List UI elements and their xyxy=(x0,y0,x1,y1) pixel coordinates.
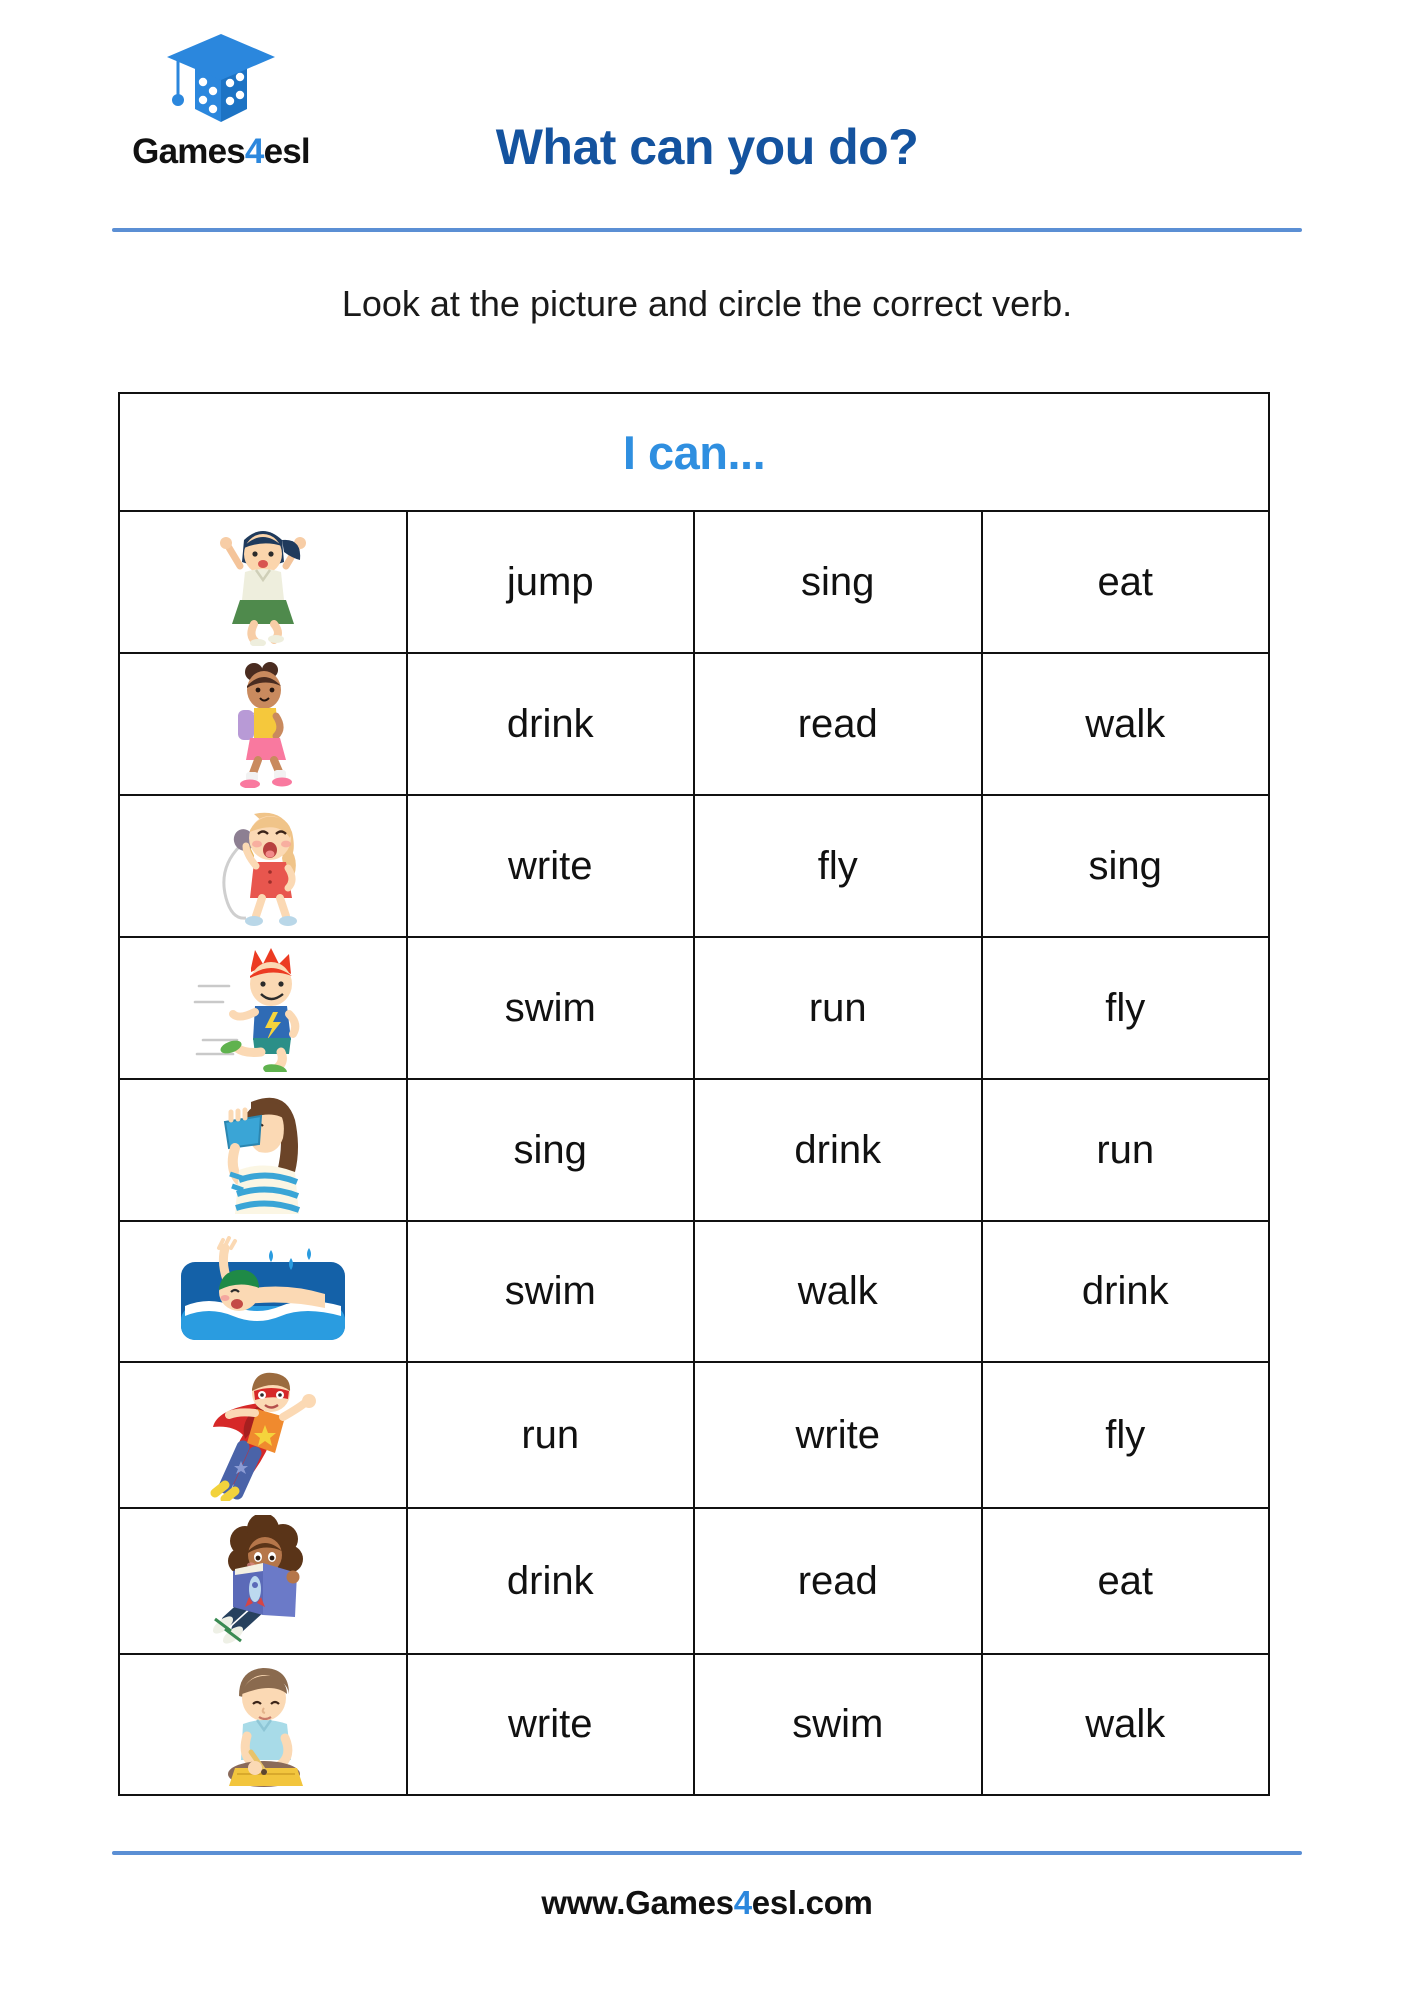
table-row xyxy=(119,795,1269,937)
choice-option[interactable]: swim xyxy=(694,1654,982,1795)
choice-option[interactable]: walk xyxy=(982,1654,1270,1795)
choice-option[interactable]: write xyxy=(407,795,695,937)
choice-option[interactable]: drink xyxy=(982,1221,1270,1362)
choice-option[interactable]: swim xyxy=(407,937,695,1079)
choice-option[interactable]: fly xyxy=(982,937,1270,1079)
choice-option[interactable]: write xyxy=(407,1654,695,1795)
footer-website-url xyxy=(0,1884,1414,1922)
girl-reading-book-illustration xyxy=(119,1508,407,1654)
footer-divider xyxy=(112,1851,1302,1855)
brand-name-part2: esl xyxy=(263,132,310,171)
choice-option[interactable]: sing xyxy=(982,795,1270,937)
footer-url-four: 4 xyxy=(733,1884,752,1921)
choice-option[interactable]: run xyxy=(982,1079,1270,1221)
table-row xyxy=(119,511,1269,653)
table-row xyxy=(119,653,1269,795)
choice-option[interactable]: eat xyxy=(982,511,1270,653)
choice-option[interactable]: read xyxy=(694,653,982,795)
table-header-label: I can... xyxy=(119,393,1269,511)
choice-option[interactable]: run xyxy=(407,1362,695,1508)
choice-option[interactable]: run xyxy=(694,937,982,1079)
table-row xyxy=(119,1508,1269,1654)
choice-option[interactable]: sing xyxy=(407,1079,695,1221)
boy-writing-illustration xyxy=(119,1654,407,1795)
header-divider xyxy=(112,228,1302,232)
choice-option[interactable]: read xyxy=(694,1508,982,1654)
choice-option[interactable]: walk xyxy=(982,653,1270,795)
choice-option[interactable]: swim xyxy=(407,1221,695,1362)
choice-option[interactable]: drink xyxy=(407,653,695,795)
girl-walking-backpack-illustration xyxy=(119,653,407,795)
table-row xyxy=(119,937,1269,1079)
page-title: What can you do? xyxy=(495,119,919,175)
brand-name-four: 4 xyxy=(244,132,264,171)
table-row xyxy=(119,1079,1269,1221)
choice-option[interactable]: drink xyxy=(694,1079,982,1221)
choice-option[interactable]: sing xyxy=(694,511,982,653)
boy-running-illustration xyxy=(119,937,407,1079)
footer-url-part1: www.Games xyxy=(541,1884,734,1921)
choice-option[interactable]: eat xyxy=(982,1508,1270,1654)
table-row xyxy=(119,1221,1269,1362)
choice-option[interactable]: fly xyxy=(982,1362,1270,1508)
superhero-boy-flying-illustration xyxy=(119,1362,407,1508)
girl-singing-microphone-illustration xyxy=(119,795,407,937)
table-row xyxy=(119,1362,1269,1508)
verb-choice-table xyxy=(118,392,1270,1796)
table-header-row xyxy=(119,393,1269,511)
girl-drinking-cup-illustration xyxy=(119,1079,407,1221)
instruction-text: Look at the picture and circle the correct verb. xyxy=(341,283,1073,324)
choice-option[interactable]: jump xyxy=(407,511,695,653)
boy-swimming-illustration xyxy=(119,1221,407,1362)
choice-option[interactable]: write xyxy=(694,1362,982,1508)
choice-option[interactable]: drink xyxy=(407,1508,695,1654)
graduation-cap-dice-icon xyxy=(162,30,280,132)
table-row xyxy=(119,1654,1269,1795)
footer-url-part2: esl.com xyxy=(751,1884,873,1921)
girl-jumping-illustration xyxy=(119,511,407,653)
choice-option[interactable]: fly xyxy=(694,795,982,937)
page-header xyxy=(0,0,1414,232)
choice-option[interactable]: walk xyxy=(694,1221,982,1362)
brand-name-part1: Games xyxy=(132,132,245,171)
